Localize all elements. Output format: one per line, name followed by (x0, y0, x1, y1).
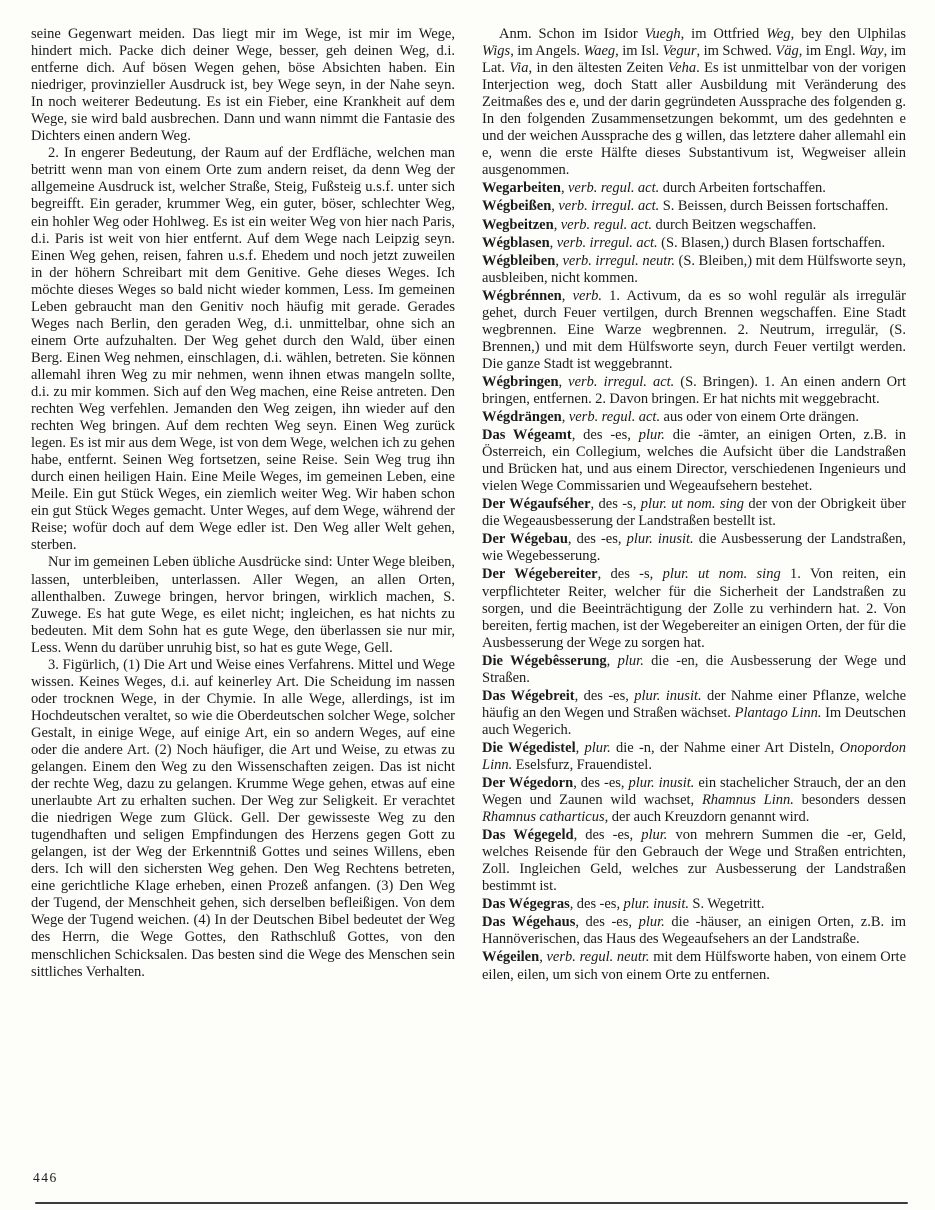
italic-run: plur. ut nom. sing (640, 496, 745, 513)
dictionary-entry (482, 217, 906, 234)
page-number: 446 (33, 1170, 58, 1185)
text-run: S. Beissen, durch Beissen fortschaffen. (659, 198, 889, 215)
dictionary-entry (482, 374, 906, 408)
text-run: aus oder von einem Orte drängen. (660, 409, 860, 426)
headword: Wegbeitzen (482, 216, 554, 233)
headword: Der Wégaufséher (482, 496, 591, 513)
italic-run: Rhamnus catharticus, (482, 809, 609, 826)
headword: Wégeilen (482, 949, 540, 966)
paragraph (31, 145, 455, 554)
italic-run: verb. regul. neutr. (546, 949, 650, 966)
dictionary-entry (482, 949, 906, 983)
italic-run: Via (509, 60, 529, 77)
text-run: 3. Figürlich, (1) Die Art und Weise eines Verfahrens. Mittel und Wege wissen. Keines Weges, d.i. auf keinerley Art. Die Scheidung im nassen oder trocknen Wege, in der Chymie. In alle Wege, allerdings, ist im Hochdeutschen veraltet, so wie die Oberdeutschen solcher Wege, solcher Gestalt, in einige Wege, auf einige Art, ein so andern Weges, auf eine oder die andere Art. (2) Noch häufiger, die Art und Weise, zu etwas zu gelangen. Einem den Weg zu den Wissenschaften zeigen. Das ist nicht der rechte Weg, dazu zu gelangen. Krumme Wege gehen, etwas auf eine unerlaubte Art zu erhalten suchen. Der Weg zur Seligkeit. Er verachtet die niedrigen Wege zum Glück. Gell. Der gewisseste Weg zu den tugendhaften und seligen Empfindungen des Herzens gegen Gott zu gelangen, ist der Weg der Erkenntniß Gottes und seines Willens, eben ders. Ich will den sichersten Weg gehen. Den Weg Rechtens betreten, eine gerichtliche Klage erheben, einen Prozeß anfangen. (3) Den Weg der Tugend, der Menschheit gehen, sich derselben befleißigen. Von dem Wege der Tugend weichen. (4) In der Deutschen Bibel bedeutet der Weg des Herrn, die Wege Gottes, den Rathschluß Gottes, von den menschlichen Schicksalen. Das besten sind die Wege des Menschen sein sittliches Verhalten. (31, 656, 455, 980)
text-run: durch Arbeiten fortschaffen. (659, 180, 826, 197)
text-run: , des -es, (569, 896, 624, 913)
headword: Wégbeißen (482, 198, 552, 215)
text-run: 2. In engerer Bedeutung, der Raum auf der Erdfläche, welchen man betritt wenn man von einem Orte zum andern reiset, da denn Weg der allgemeine Ausdruck ist, welcher Straße, Steig, Fußsteig u.s.f. unter sich begreifft. Ein gerader, krummer Weg, ein guter, böser, schlechter Weg, ein hohler Weg oder Hohlweg. Es ist ein weiter Weg von hier nach Paris, d.i. Paris ist weit von hier entfernt. Auf dem Wege nach Leipzig seyn. Einen Weg gehen, reisen, fahren u.s.f. Ehedem und noch jetzt zuweilen in der höhern Schreibart mit dem Genitive. Gehe dieses Weges. Ich möchte dieses Weges so bald nicht wieder kommen, Less. Im gemeinen Leben gebraucht man den Genitiv noch häufig mit gerade. Gerades Weges nach Berlin, den geraden Weg, d.i. unmittelbar, ohne sich an einem Orte aufzuhalten. Der Weg gehet durch den Wald, über einen Berg. Einen Weg nehmen, einschlagen, d.i. wählen, betreten. Sie können allemahl ihren Weg zu mir nehmen, wenn ihnen etwas mangeln sollte, d.i. zu mir kommen. Sich auf den Weg machen, eine Reise antreten. Den rechten Weg verfehlen. Jemanden den Weg zeigen, ihn wieder auf den rechten Weg bringen. Auf dem rechten Weg seyn. Einen Weg zurück legen. Es ist mir aus dem Wege, ist von dem Wege, welchen ich zu gehen habe, entfernt. Seinen Weg fortsetzen, seine Reise. Sein Weg trug ihn durch einen heiligen Hain. Eine Meile Weges, im gemeinen Leben, eine Meile. Ein gut Stück Weges, ein ziemlich weiter Weg. Wir haben schon ein gut Stück Weges gemacht. Unter Weges, auf dem Wege, während der Reise; wofür doch auf dem Wege edler ist. Den Weg aller Welt gehen, sterben. (31, 145, 455, 554)
italic-run: Rhamnus Linn. (701, 792, 794, 809)
headword: Das Wégebreit (482, 687, 575, 704)
text-run: , des -es, (573, 775, 629, 792)
italic-run: Onopordon Linn. (482, 739, 906, 773)
text-run: Eselsfurz, Frauendistel. (512, 756, 652, 773)
italic-run: plur. inusit. (628, 775, 695, 792)
text-run: , (575, 739, 585, 756)
italic-run: verb. irregul. neutr. (562, 252, 675, 269)
dictionary-entry (482, 896, 906, 913)
text-run: die -n, der Nahme einer Art Disteln, (610, 739, 840, 756)
italic-run: verb. regul. act. (560, 216, 653, 233)
italic-run: verb. irregul. act. (568, 373, 675, 390)
italic-run: plur. (617, 652, 644, 669)
italic-run: Väg (775, 43, 799, 60)
dictionary-entry (482, 235, 906, 252)
text-run: Anm. Schon im Isidor (499, 26, 645, 42)
text-run: die Ausbesserung der Landstraßen, wie Wegebesserung. (482, 531, 907, 565)
paragraph (31, 657, 455, 981)
headword: Der Wégedorn (482, 775, 574, 792)
italic-run: Wigs (482, 43, 511, 60)
paragraph (482, 26, 906, 179)
text-run: , (549, 234, 557, 251)
text-columns (31, 26, 906, 984)
text-run: , (553, 216, 561, 233)
text-run: mit dem Hülfsworte haben, von einem Orte eilen, eilen, um sich von einem Orte zu entfernen. (482, 949, 907, 983)
italic-run: verb. regul. act. (568, 409, 661, 426)
text-run: , (558, 373, 569, 390)
italic-run: Vuegh (644, 26, 681, 42)
text-run: , im Schwed. (696, 43, 776, 60)
text-run: , des -es, (575, 914, 639, 931)
text-run: die -häuser, an einigen Orten, z.B. im Hannöverischen, das Haus des Wegeaufsehers an der Landstraße. (482, 914, 907, 948)
scan-edge-line (35, 1202, 908, 1204)
headword: Das Wégegras (482, 896, 570, 913)
left-column (31, 26, 455, 984)
dictionary-entry (482, 288, 906, 373)
italic-run: plur. (641, 827, 668, 844)
headword: Wégbleiben (482, 252, 556, 269)
text-run: der Nahme einer Pflanze, welche häufig an den Wegen und Straßen wächset. (482, 687, 907, 721)
dictionary-entry (482, 180, 906, 197)
text-run: , (561, 409, 569, 426)
text-run: , des -s, (590, 496, 641, 513)
italic-run: Plantago Linn. (734, 704, 822, 721)
text-run: , im Lat. (482, 43, 907, 77)
text-run: , bey den Ulphilas (790, 26, 906, 42)
headword: Das Wégegeld (482, 827, 574, 844)
headword: Das Wégeamt (482, 427, 572, 444)
headword: Wegarbeiten (482, 180, 561, 197)
dictionary-entry (482, 688, 906, 739)
italic-run: Veha (667, 60, 697, 77)
text-run: , (555, 252, 563, 269)
headword: Der Wégebau (482, 531, 568, 548)
dictionary-entry (482, 914, 906, 948)
dictionary-entry (482, 653, 906, 687)
italic-run: plur. (638, 914, 665, 931)
text-run: , (539, 949, 547, 966)
headword: Die Wégedistel (482, 739, 576, 756)
italic-run: verb. irregul. act. (556, 234, 658, 251)
italic-run: verb. irregul. act. (558, 198, 660, 215)
text-run: (S. Blasen,) durch Blasen fortschaffen. (657, 234, 886, 251)
text-run: , im Angels. (510, 43, 584, 60)
text-run: , des -es, (573, 827, 642, 844)
text-run: Nur im gemeinen Leben übliche Ausdrücke sind: Unter Wege bleiben, lassen, unterbleiben, unterlassen. Aller Wegen, an allen Orten, allenthalben. Zuwege bringen, hervor bringen, wirklich machen, S. Zuwege. Es hat gute Wege, es eilet nicht; ingleichen, es hat nichts zu bedeuten. Mit dem Sohn hat es gute Wege, den überlassen sie nur mir, Less. Wenn du darüber unruhig bist, so hat es gute Wege, Gell. (31, 554, 455, 656)
text-run: S. Wegetritt. (688, 896, 765, 913)
text-run: (S. Bleiben,) mit dem Hülfsworte seyn, ausbleiben, nicht kommen. (482, 252, 906, 286)
dictionary-entry (482, 740, 906, 774)
dictionary-entry (482, 427, 906, 495)
dictionary-entry (482, 775, 906, 826)
right-column (482, 26, 906, 984)
text-run: , im Engl. (798, 43, 860, 60)
text-run: . Es ist unmittelbar von der vorigen Interjection weg, doch Statt aller Ausbildung mit Veränderung des Zeitmaßes des e, und der darin gegründeten Aussprache des folgenden g. In den folgenden Zusammensetzungen bekommt, um des gedehnten e und der weichen Aussprache des g willen, das letztere daher allemahl ein e, wenn die erste Hälfte dieses Substantivum ist, Wegweiser allein ausgenommen. (482, 60, 907, 179)
text-run: , in den ältesten Zeiten (528, 60, 668, 77)
text-run: , (551, 198, 559, 215)
headword: Der Wégebereiter (482, 566, 598, 583)
dictionary-entry (482, 827, 906, 895)
text-run: , des -es, (571, 427, 639, 444)
text-run: , des -s, (597, 566, 663, 583)
text-run: , (561, 287, 573, 304)
dictionary-entry (482, 496, 906, 530)
text-run: besonders dessen (793, 792, 906, 809)
text-run: , (560, 180, 568, 197)
italic-run: verb. (572, 287, 602, 304)
italic-run: verb. regul. act. (568, 180, 660, 197)
paragraph (31, 26, 455, 145)
text-run: von mehrern Summen die -er, Geld, welches Reisende für den Gebrauch der Wege und Straßen entrichten, Zoll. Ingleichen Geld, welches zur Ausbesserung der Landstraßen bestimmt ist. (482, 827, 906, 895)
italic-run: plur. (584, 739, 611, 756)
italic-run: plur. ut nom. sing (662, 566, 781, 583)
text-run: 1. Von reiten, ein verpflichteter Reiter, welcher für die Sicherheit der Landstraßen zu sorgen, und die Beeinträchtigung der Zolle zu verhindern hat. 2. Von bereiten, fertig machen, ist der Wegebereiter an einigen Orten, der für die Ausbesserung der Wege zu sorgen hat. (482, 566, 906, 651)
headword: Wégbrénnen (482, 287, 562, 304)
dictionary-entry (482, 198, 906, 215)
italic-run: plur. inusit. (634, 687, 702, 704)
text-run: seine Gegenwart meiden. Das liegt mir im Wege, ist mir im Wege, hindert mich. Packe dich deiner Wege, besser, geh deinen Weg, d.i. entferne dich. Auf bösen Wegen gehen, böse Absichten haben. Ein niedriger, provinzieller Ausdruck ist, bey Wege seyn, in der Nahe seyn. In noch weiterer Bedeutung. Es ist ein Fieber, eine Krankheit auf dem Wege, sie wird bald ausbrechen. Dann und wann nimmt die Fantasie des Dichters einen andern Weg. (31, 26, 455, 145)
italic-run: plur. inusit. (626, 531, 694, 548)
dictionary-entry (482, 531, 906, 565)
text-run: durch Beitzen wegschaffen. (652, 216, 817, 233)
dictionary-entry (482, 253, 906, 287)
italic-run: plur. (638, 427, 665, 444)
text-run: , (606, 652, 618, 669)
text-run: , des -es, (567, 531, 627, 548)
headword: Wégbringen (482, 373, 559, 390)
italic-run: Way (859, 43, 884, 60)
text-run: die -en, die Ausbesserung der Wege und Straßen. (482, 652, 906, 686)
text-run: , im Isl. (615, 43, 663, 60)
text-run: , des -es, (574, 687, 635, 704)
headword: Die Wégebêsserung (482, 652, 607, 669)
text-run: (S. Bringen). 1. An einen andern Ort bringen, entfernen. 2. Davon bringen. Er hat nichts mit weggebracht. (482, 373, 906, 407)
dictionary-entry (482, 409, 906, 426)
text-run: der auch Kreuzdorn genannt wird. (608, 809, 810, 826)
text-run: Im Deutschen auch Wegerich. (482, 704, 906, 738)
headword: Wégblasen (482, 234, 550, 251)
italic-run: Waeg (583, 43, 616, 60)
dictionary-entry (482, 566, 906, 651)
text-run: der von der Obrigkeit über die Wegeausbesserung der Landstraßen bestellt ist. (482, 496, 906, 530)
italic-run: Weg (766, 26, 791, 42)
italic-run: plur. inusit. (623, 896, 689, 913)
text-run: 1. Activum, da es so wohl regulär als irregulär gehet, durch Feuer vertilgen, durch Brennen wegschaffen. Eine Stadt wegbrennen. Eine Warze wegbrennen. 2. Neutrum, irregulär, (S. Brennen,) und mit dem Hülfsworte seyn, durch Feuer vertilgt werden. Die ganze Stadt ist weggebrannt. (482, 287, 906, 372)
text-run: , im Ottfried (680, 26, 767, 42)
text-run: die -ämter, an einigen Orten, z.B. in Österreich, ein Collegium, welches die Aufsicht über die Landstraßen und Brücken hat, und aus einem Director, verschiedenen Ingenieurs und vielen Wege Commissarien und Wegeaufsehern bestehet. (482, 427, 906, 495)
italic-run: Vegur (662, 43, 697, 60)
headword: Wégdrängen (482, 409, 562, 426)
paragraph (31, 554, 455, 656)
headword: Das Wégehaus (482, 914, 576, 931)
text-run: ein stachelicher Strauch, der an den Wegen und Zaunen wild wachset, (482, 775, 907, 809)
